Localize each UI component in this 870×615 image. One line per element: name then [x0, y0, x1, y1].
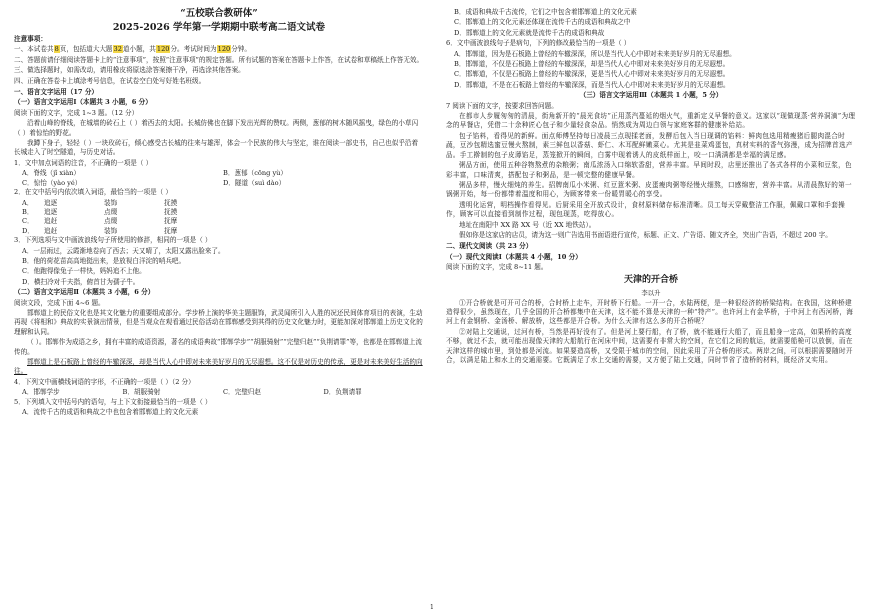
ad-para-4: 粥品多样，慢火细炖的养生。招牌南瓜小米粥、红豆薏米粥、皮蛋瘦肉粥等经慢火细熬，口感绵密，营养丰富。从清晨熬好的第一锅粥开始，每一份都带着温度和用心，为顾客带来一份暖胃暖心的享受。 [446, 180, 852, 199]
passage-1-para-1: 沿着山峰的脊线，在城墙的砖石上（ ）着西去的太阳。长城仿佛也在脚下发出光辉的赞叹。两侧，葱郁的树木随风摇曳，绿色的小草闪（ ）着惊怡的野花。 [14, 119, 419, 137]
passage-2-para-2: （ ）。邯郸作为成语之乡，拥有丰富的成语资源，著名的成语典故“邯郸学步”“胡服骑射”“完璧归赵”“负荆请罪”等，也都是在邯郸道上流传的。 [14, 338, 423, 356]
article-author: 李以升 [641, 288, 661, 297]
q6-option-d: D．邯郸道，不是在石板路上曾经的车辙深深，而是当代人心中即对未来美好岁月的无尽遐想。 [454, 80, 730, 89]
q3-option-d: D．横扫冷对千夫指，俯首甘为孺子牛。 [22, 277, 140, 286]
q6-option-b: B．邯郸道，不仅是石板路上曾经的车辙深深，却是当代人心中即对未来美好岁月的无尽遐想。 [454, 60, 730, 69]
note-3: 三、做选择题时，如需改动，请用橡皮将原选涂答案擦干净，再选涂其他答案。 [14, 66, 245, 75]
q1-option-d: D．隧道（suì dào） [223, 178, 286, 187]
section-1a-intro: 阅读下面的文字，完成 1~3 题。（12 分） [14, 108, 139, 117]
ad-para-5: 透明化运营，明档操作看得见。后厨采用全开放式设计，食材原料储存标准清晰。员工每天穿戴整洁工作服，佩戴口罩和手套操作，顾客可以直接看到制作过程，现包现蒸，吃得放心。 [446, 200, 846, 219]
q1-option-c: C．惊怡（yào yé） [22, 178, 82, 187]
question-7-task: 假如你是这家店的店员，请为这一则广告选用书面语进行宣传，标题、正文、广告语、随文齐全，突出广告语，不超过 200 字。 [459, 230, 832, 239]
q5-option-b: B．成语和典故千古流传，它们之中包含着邯郸道上的文化元素 [454, 8, 637, 16]
notes-heading: 注意事项： [14, 35, 47, 43]
exam-title-line2: 2025-2026 学年第一学期期中联考高二语文试卷 [112, 22, 326, 33]
article-para-2: ②对陆上交通说，过河有桥，当然是再好没有了。但是河上要行船，有了桥，就不能通行大船了，而且船身一定高，如果桥的高度不够，就过不去，就可能出现像天津的大船航行在河床中间，这需要有非常大的空间，在它们之间的航运，就需要船桅可以放倒，而在天津这样的城市里，到处都是河流。如果要造高桥，又受限于城市的空间，因此采用了开合桥的形式。两岸之间，可以根据需要随时开合，以满足陆上和水上的交通需要。它既满足了水上交通的需要，又方便了陆上交通，同时节省了造桥的材料，既经济又实用。 [446, 327, 853, 364]
page-number: 1 [430, 604, 434, 611]
section-2a-heading: （一）现代文阅读Ⅰ（本题共 4 小题，10 分） [446, 252, 582, 261]
ad-address: 地址在南阳中 XX 路 XX 号（近 XX 地铁站）。 [459, 220, 596, 229]
passage-1-para-2: 我蹲下身子，轻轻（ ）一块玫砖石，倾心感受古长城的往来与雄浑，体会一个民族的伟大与坚定，谁在阅读一部史书，自己也似乎沿着长城走入了时空隧道，与历史对话。 [14, 139, 419, 157]
page-count-highlight: 8 [54, 45, 59, 54]
q6-option-c: C．邯郸道，不仅是石板路上曾经的车辙深深，更是当代人心中即对未来美好岁月的无尽遐想。 [454, 70, 730, 79]
q2-option-row: C． 追赶 点缀 抚摩 [22, 217, 178, 226]
section-2-heading: 二、现代文阅读（共 23 分） [446, 242, 533, 251]
q2-option-row: D． 追赶 装饰 抚摩 [22, 226, 178, 235]
q3-option-a: A．一层雨过，云霞渐地卷向了西去；天又晴了，太阳又露出脸来了。 [22, 246, 225, 255]
question-count-highlight: 32 [113, 45, 122, 54]
passage-2-para-3: 邯郸道上是石板路上曾经的车辙深深，却是当代人心中即对未来美好岁月的无尽遐想。这不仅是对历史的传承，更是对未来美好生活的向往。 [14, 358, 423, 376]
q5-option-d: D．邯郸道上的文化元素就是流传千古的成语和典故 [454, 28, 605, 37]
q4-option-a: A．邯郸学步 [22, 388, 60, 397]
q6-option-a: A．邯郸道，因为是石板路上曾经的车辙深深，所以是当代人心中即对未来美好岁月的无尽遐想。 [454, 49, 736, 58]
q4-option-d: D．负荆请罪 [323, 388, 362, 397]
question-7: 7 阅读下面的文字，按要求回答问题。 [446, 101, 558, 110]
passage-2-para-1: 邯郸道上的民俗文化也是其文化魅力的重要组成部分。学步桥上演的华美主题服饰，武灵闻所引入人胜的况还民间体育项目的表演，生动再现《将相和》典故的实景演出情景，但是当观众在观看通过民俗活动在邯郸感受到其得的历史文化魅力时，更能加深对邯郸道上历史文化的理解和认同。 [14, 308, 423, 336]
q3-option-c: C．他跑得像兔子一样快，妈妈追不上他。 [22, 267, 146, 276]
section-1-heading: 一、语言文字运用（17 分） [14, 88, 99, 97]
section-1b-heading: （二）语言文字运用Ⅱ（本题共 3 小题，6 分） [14, 288, 155, 297]
article-title: 天津的开合桥 [623, 274, 678, 285]
section-1b-intro: 阅读文段，完成下面 4~6 题。 [14, 298, 105, 307]
time-highlight: 120 [217, 45, 231, 54]
note-1: 一、本试卷共8页，包括道大大题32道小题，共120分。考试时间为120分钟。 [14, 45, 251, 54]
question-5: 5．下列填入文中括号内的语句，与上下文衔接最恰当的一项是（ ） [14, 397, 212, 406]
article-para-1: ①开合桥就是可开可合的桥，合时桥上走车，开时桥下行船。一开一合，水陆两便，是一种很经济的桥梁结构。在我国，这种桥建造得很少，虽然现在，几乎全国的开合桥都集中在天津，这不能不算是天津的一种“特产”。也许河上有金华桥，于中河上有西河桥，海河上有金钢桥、金汤桥、解放桥，这些都是开合桥。为什么天津有这么多的开合桥呢？ [446, 298, 854, 326]
question-1: 1．文中加点词语的注音，不正确的一项是（ ） [14, 158, 153, 167]
ad-para-1: 在都市人步履匆匆的清晨，街角新开的“晨光食坊”正用蒸汽蔓延的烟火气，重新定义早餐的意义。这家以“现做现蒸·营养洞滴”为理念的早餐店，凭借二十余种匠心包子和少量轻食杂品。悄然成为周边白领与家庭客群的健康补给站。 [446, 112, 856, 130]
q4-option-c: C．完璧归赵 [223, 388, 262, 397]
q2-option-row: B． 追逐 点缀 抚摸 [22, 207, 178, 216]
section-1c-heading: （三）语言文字运用Ⅲ（本题共 1 小题，5 分） [579, 91, 723, 100]
q1-option-a: A．脊线（jǐ xiàn） [22, 169, 80, 178]
question-6: 6．文中画波浪线句子是病句，下列的修改最恰当的一项是（ ） [446, 39, 631, 48]
question-2: 2．在文中括号内依次填入词语，最恰当的一项是（ ） [14, 188, 172, 197]
section-2a-intro: 阅读下面的文字，完成 8~11 题。 [446, 263, 548, 272]
q4-option-b: B．胡服骑射 [122, 388, 161, 397]
note-4: 四、正确在答卷卡上填涂考号信息，在试卷空白处写好姓名班级。 [14, 76, 206, 85]
right-column [440, 8, 856, 615]
question-1-options-row2 [14, 179, 424, 188]
q3-option-b: B．他的荷花苗高高地挺出来，是放视白洋淀的哨兵吧。 [22, 256, 186, 265]
note-2: 二、答题前请仔细阅读答题卡上的“注意事项”，按照“注意事项”的规定答题。所有试题的答案在答题卡上作答，在试卷和草稿纸上作答无效。 [14, 55, 424, 64]
ad-para-2: 包子馅料，看得见的新鲜。面点师傅坚持每日凌晨三点现揉老面，发酵后包入当日现调的馅料：鲜肉包选用精瘦猪后腿肉混合时蔬，豆沙包精选蜜豆慢火熬制，素三鲜包以香菇、虾仁、木耳配鲜嫩菜心。尤其是韭菜鸡蛋包，真材实料的香气弥漫，成为招牌首选产品。手工擀制的包子皮薄馅足，蒸笼掀开的瞬间，白雾中现着诱人的皮纸样面上，咬一口满满都是幸福的满足感。 [446, 131, 853, 159]
q2-option-row: A． 追逐 装饰 抚摸 [22, 198, 178, 207]
score-highlight: 120 [156, 45, 170, 54]
question-3: 3．下列选项与文中画波浪线句子所使用的修辞，相同的一项是（ ） [14, 236, 212, 245]
q5-option-a: A．流传千古的成语和典故之中也包含着邯郸道上的文化元素 [22, 408, 199, 417]
exam-title-line1: “五校联合教研体” [180, 8, 258, 19]
ad-para-3: 粥品方面，使用五种谷物熬煮的杂粮粥；南瓜浓汤入口绵软香甜，营养丰富。早间时段，店里还推出了各式各样的小菜和豆浆，色彩丰富，口味清爽，搭配包子和粥品，是一顿完整的健康早餐。 [446, 161, 852, 179]
question-4-options [14, 388, 424, 397]
q5-option-c: C．邯郸道上的文化元素还体现在流传千古的成语和典故之中 [454, 18, 631, 27]
left-column [14, 8, 424, 615]
q1-option-b: B．葱郁（cōng yù） [223, 169, 288, 178]
question-1-options-row1 [14, 169, 424, 178]
section-1a-heading: （一）语言文字运用Ⅰ（本题共 3 小题，6 分） [14, 98, 152, 107]
question-2-options [14, 199, 424, 237]
question-4: 4．下列文中画横线词语的字形，不正确的一项是（ ）（2 分） [14, 377, 195, 386]
